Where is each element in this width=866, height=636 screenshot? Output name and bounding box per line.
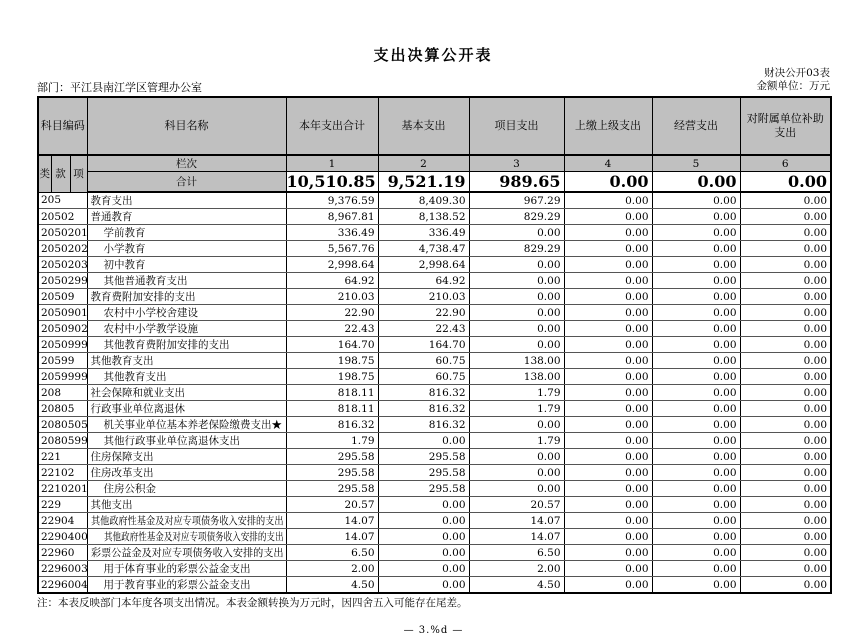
value-cell: 0.00: [652, 305, 740, 321]
value-cell: 0.00: [652, 577, 740, 594]
value-cell: 0.00: [652, 225, 740, 241]
value-cell: 0.00: [564, 465, 652, 481]
subject-code-cell: 2050901: [38, 305, 87, 321]
subject-code-cell: 20509: [38, 289, 87, 305]
value-cell: 816.32: [378, 417, 469, 433]
subject-name-cell: [87, 257, 286, 273]
subject-name-text: 其他教育费附加安排的支出: [103, 339, 230, 351]
table-row: [38, 497, 831, 513]
value-cell: 0.00: [740, 321, 831, 337]
value-cell: 818.11: [286, 385, 378, 401]
subject-code-cell: 2080599: [38, 433, 87, 449]
value-cell: 0.00: [652, 241, 740, 257]
value-cell: 0.00: [652, 257, 740, 273]
subject-code-cell: 2210201: [38, 481, 87, 497]
value-cell: 0.00: [740, 337, 831, 353]
value-cell: 0.00: [564, 209, 652, 225]
value-cell: 20.57: [469, 497, 564, 513]
header-row-titles: [38, 97, 831, 155]
value-cell: 0.00: [740, 385, 831, 401]
value-cell: 1.79: [469, 385, 564, 401]
subject-code-cell: 20502: [38, 209, 87, 225]
table-row: [38, 289, 831, 305]
value-cell: 295.58: [378, 481, 469, 497]
value-cell: 0.00: [652, 337, 740, 353]
value-cell: 20.57: [286, 497, 378, 513]
subject-name-text: 其他政府性基金及对应专项债务收入安排的支出: [103, 531, 284, 543]
subject-name-cell: [87, 321, 286, 337]
value-cell: 816.32: [378, 385, 469, 401]
column-number: 4: [564, 155, 652, 172]
table-row: [38, 481, 831, 497]
value-cell: 295.58: [286, 481, 378, 497]
value-cell: 0.00: [740, 561, 831, 577]
value-cell: 0.00: [469, 321, 564, 337]
table-row: [38, 192, 831, 209]
value-cell: 0.00: [652, 209, 740, 225]
department-label: 部门：平江县南江学区管理办公室: [37, 81, 202, 94]
value-cell: 2,998.64: [378, 257, 469, 273]
value-cell: 0.00: [740, 369, 831, 385]
value-cell: 0.00: [564, 353, 652, 369]
value-cell: 816.32: [286, 417, 378, 433]
value-cell: 164.70: [286, 337, 378, 353]
value-cell: 0.00: [378, 561, 469, 577]
subject-code-cell: 2050202: [38, 241, 87, 257]
subject-name-text: 教育费附加安排的支出: [90, 291, 196, 303]
value-cell: 0.00: [378, 497, 469, 513]
total-label: 合计: [87, 172, 286, 193]
subject-name-cell: [87, 385, 286, 401]
table-row: [38, 577, 831, 594]
value-cell: 0.00: [469, 257, 564, 273]
value-cell: 0.00: [652, 369, 740, 385]
value-cell: 0.00: [469, 337, 564, 353]
value-cell: 0.00: [740, 545, 831, 561]
value-cell: 0.00: [740, 497, 831, 513]
value-cell: 0.00: [740, 305, 831, 321]
column-number: 3: [469, 155, 564, 172]
value-cell: 0.00: [564, 561, 652, 577]
subject-code-cell: 2050902: [38, 321, 87, 337]
value-cell: 0.00: [469, 305, 564, 321]
value-cell: 4.50: [469, 577, 564, 594]
value-cell: 829.29: [469, 209, 564, 225]
value-cell: 0.00: [469, 289, 564, 305]
column-number: 6: [740, 155, 831, 172]
subject-name-text: 农村中小学校舍建设: [103, 307, 199, 319]
value-cell: 0.00: [564, 289, 652, 305]
subject-code-cell: 2296003: [38, 561, 87, 577]
header-lanci: 栏次: [87, 155, 286, 172]
value-cell: 0.00: [652, 561, 740, 577]
value-cell: 1.79: [469, 401, 564, 417]
value-cell: 64.92: [378, 273, 469, 289]
value-cell: 198.75: [286, 353, 378, 369]
value-cell: 0.00: [652, 192, 740, 209]
value-cell: 14.07: [469, 513, 564, 529]
value-cell: 22.43: [286, 321, 378, 337]
value-cell: 0.00: [469, 465, 564, 481]
subject-name-text: 住房保障支出: [90, 451, 154, 463]
value-cell: 0.00: [564, 497, 652, 513]
value-cell: 0.00: [652, 273, 740, 289]
value-cell: 60.75: [378, 353, 469, 369]
subject-code-cell: 2050201: [38, 225, 87, 241]
value-cell: 0.00: [378, 433, 469, 449]
total-value-cell: 9,521.19: [378, 172, 469, 193]
value-cell: 0.00: [652, 497, 740, 513]
subject-name-cell: [87, 401, 286, 417]
value-cell: 0.00: [740, 417, 831, 433]
subject-code-cell: 205: [38, 192, 87, 209]
value-cell: 0.00: [469, 417, 564, 433]
subject-name-cell: [87, 433, 286, 449]
table-row: [38, 225, 831, 241]
value-cell: 0.00: [564, 337, 652, 353]
value-cell: 0.00: [740, 481, 831, 497]
subject-code-cell: 22102: [38, 465, 87, 481]
value-cell: 0.00: [564, 481, 652, 497]
subject-name-cell: [87, 305, 286, 321]
subject-name-text: 社会保障和就业支出: [90, 387, 186, 399]
table-row: [38, 385, 831, 401]
value-cell: 0.00: [564, 369, 652, 385]
value-cell: 295.58: [378, 449, 469, 465]
value-cell: 138.00: [469, 353, 564, 369]
value-cell: 210.03: [286, 289, 378, 305]
subject-code-cell: 22960: [38, 545, 87, 561]
subject-name-text: 用于体育事业的彩票公益金支出: [103, 563, 251, 575]
value-cell: 14.07: [286, 529, 378, 545]
value-cell: 1.79: [286, 433, 378, 449]
value-cell: 0.00: [652, 481, 740, 497]
value-cell: 0.00: [378, 545, 469, 561]
value-cell: 164.70: [378, 337, 469, 353]
subject-name-text: 教育支出: [90, 195, 133, 207]
value-cell: 0.00: [564, 385, 652, 401]
value-cell: 22.90: [378, 305, 469, 321]
value-cell: 0.00: [378, 529, 469, 545]
subject-name-text: 机关事业单位基本养老保险缴费支出★: [103, 419, 283, 431]
value-cell: 22.43: [378, 321, 469, 337]
value-cell: 0.00: [652, 401, 740, 417]
value-cell: 22.90: [286, 305, 378, 321]
subject-name-cell: [87, 337, 286, 353]
page-title: 支出决算公开表: [373, 46, 493, 64]
table-row: [38, 241, 831, 257]
column-number: 1: [286, 155, 378, 172]
value-cell: 60.75: [378, 369, 469, 385]
subject-name-text: 学前教育: [103, 227, 146, 239]
subject-name-cell: [87, 192, 286, 209]
value-cell: 0.00: [740, 465, 831, 481]
value-cell: 0.00: [564, 513, 652, 529]
header-subject-code: 科目编码: [38, 97, 87, 155]
value-cell: 0.00: [740, 225, 831, 241]
subject-name-text: 行政事业单位离退休: [90, 403, 186, 415]
subject-name-cell: [87, 353, 286, 369]
subject-name-cell: [87, 273, 286, 289]
table-row: [38, 337, 831, 353]
doc-code-label: 财决公开03表: [764, 67, 830, 79]
value-cell: 0.00: [564, 417, 652, 433]
value-cell: 0.00: [652, 465, 740, 481]
subject-code-cell: 2050999: [38, 337, 87, 353]
subject-name-cell: [87, 465, 286, 481]
table-row: [38, 561, 831, 577]
table-row: [38, 545, 831, 561]
subject-name-text: 住房改革支出: [90, 467, 154, 479]
value-cell: 336.49: [286, 225, 378, 241]
subject-name-cell: [87, 545, 286, 561]
table-row: [38, 433, 831, 449]
subject-code-cell: 2080505: [38, 417, 87, 433]
value-cell: 0.00: [469, 481, 564, 497]
value-cell: 5,567.76: [286, 241, 378, 257]
value-cell: 0.00: [740, 577, 831, 594]
value-cell: 0.00: [740, 209, 831, 225]
total-value-cell: 0.00: [740, 172, 831, 193]
value-cell: 0.00: [564, 577, 652, 594]
subject-name-text: 住房公积金: [103, 483, 157, 495]
value-cell: 818.11: [286, 401, 378, 417]
value-cell: 0.00: [564, 241, 652, 257]
table-section: [37, 67, 830, 636]
value-cell: 295.58: [286, 449, 378, 465]
subject-name-text: 彩票公益金及对应专项债务收入安排的支出: [90, 547, 284, 559]
footnote: 注：本表反映部门本年度各项支出情况。本表金额转换为万元时，因四舍五入可能存在尾差。: [37, 597, 468, 609]
value-cell: 0.00: [652, 353, 740, 369]
value-cell: 9,376.59: [286, 192, 378, 209]
subject-name-cell: [87, 289, 286, 305]
header-subsidy-to-affiliates: 对附属单位补助支出: [740, 97, 831, 155]
value-cell: 816.32: [378, 401, 469, 417]
table-row: [38, 449, 831, 465]
header-basic-expenditure: 基本支出: [378, 97, 469, 155]
table-row: [38, 321, 831, 337]
value-cell: 0.00: [564, 305, 652, 321]
value-cell: 64.92: [286, 273, 378, 289]
subject-code-cell: 2290400: [38, 529, 87, 545]
subject-code-cell: 20805: [38, 401, 87, 417]
value-cell: 0.00: [740, 273, 831, 289]
subject-name-text: 其他教育支出: [90, 355, 154, 367]
value-cell: 295.58: [378, 465, 469, 481]
value-cell: 210.03: [378, 289, 469, 305]
total-value-cell: 0.00: [564, 172, 652, 193]
header-total-expenditure: 本年支出合计: [286, 97, 378, 155]
subject-name-text: 其他教育支出: [103, 371, 167, 383]
value-cell: 0.00: [740, 353, 831, 369]
value-cell: 0.00: [564, 529, 652, 545]
value-cell: 14.07: [469, 529, 564, 545]
subject-name-cell: [87, 577, 286, 594]
value-cell: 0.00: [469, 273, 564, 289]
value-cell: 0.00: [564, 273, 652, 289]
value-cell: 0.00: [652, 417, 740, 433]
value-cell: 0.00: [564, 545, 652, 561]
table-row: [38, 369, 831, 385]
value-cell: 2.00: [469, 561, 564, 577]
subject-code-cell: 2050203: [38, 257, 87, 273]
value-cell: 0.00: [564, 225, 652, 241]
value-cell: 0.00: [740, 241, 831, 257]
value-cell: 0.00: [469, 225, 564, 241]
total-value-cell: 0.00: [652, 172, 740, 193]
value-cell: 295.58: [286, 465, 378, 481]
value-cell: 0.00: [740, 192, 831, 209]
subject-code-cell: 221: [38, 449, 87, 465]
value-cell: 0.00: [564, 257, 652, 273]
header-row-column-numbers: [38, 155, 831, 172]
value-cell: 0.00: [740, 401, 831, 417]
value-cell: 4.50: [286, 577, 378, 594]
value-cell: 0.00: [740, 433, 831, 449]
header-upward-remittance: 上缴上级支出: [564, 97, 652, 155]
value-cell: 0.00: [740, 449, 831, 465]
value-cell: 198.75: [286, 369, 378, 385]
subject-code-cell: 20599: [38, 353, 87, 369]
value-cell: 829.29: [469, 241, 564, 257]
value-cell: 138.00: [469, 369, 564, 385]
header-subject-name: 科目名称: [87, 97, 286, 155]
value-cell: 0.00: [652, 433, 740, 449]
value-cell: 0.00: [652, 321, 740, 337]
subject-name-text: 农村中小学教学设施: [103, 323, 199, 335]
value-cell: 967.29: [469, 192, 564, 209]
value-cell: 0.00: [652, 529, 740, 545]
table-row: [38, 257, 831, 273]
grand-total-row: [38, 172, 831, 193]
subject-name-text: 其他普通教育支出: [103, 275, 188, 287]
subject-code-cell: 208: [38, 385, 87, 401]
table-row: [38, 353, 831, 369]
value-cell: 0.00: [652, 385, 740, 401]
value-cell: 2,998.64: [286, 257, 378, 273]
subject-name-text: 小学教育: [103, 243, 146, 255]
table-row: [38, 209, 831, 225]
subject-name-text: 普通教育: [90, 211, 133, 223]
value-cell: 0.00: [378, 513, 469, 529]
value-cell: 0.00: [564, 449, 652, 465]
value-cell: 8,409.30: [378, 192, 469, 209]
table-row: [38, 401, 831, 417]
subject-name-cell: [87, 513, 286, 529]
column-number: 5: [652, 155, 740, 172]
subject-code-cell: 2059999: [38, 369, 87, 385]
table-row: [38, 273, 831, 289]
page-number: — 3.%d —: [403, 625, 464, 636]
value-cell: 0.00: [740, 529, 831, 545]
value-cell: 0.00: [652, 545, 740, 561]
subject-name-text: 其他政府性基金及对应专项债务收入安排的支出: [90, 515, 284, 527]
value-cell: 0.00: [740, 289, 831, 305]
subject-name-text: 初中教育: [103, 259, 146, 271]
value-cell: 0.00: [378, 577, 469, 594]
value-cell: 6.50: [469, 545, 564, 561]
header-code-section: 款: [51, 155, 70, 192]
total-value-cell: 989.65: [469, 172, 564, 193]
value-cell: 0.00: [564, 433, 652, 449]
table-row: [38, 529, 831, 545]
unit-label: 金额单位：万元: [756, 80, 830, 92]
expenditure-table: [37, 96, 832, 594]
value-cell: 8,967.81: [286, 209, 378, 225]
value-cell: 0.00: [564, 192, 652, 209]
value-cell: 0.00: [564, 321, 652, 337]
subject-name-text: 其他支出: [90, 499, 133, 511]
table-row: [38, 465, 831, 481]
table-row: [38, 513, 831, 529]
subject-name-cell: [87, 417, 286, 433]
header-code-class: 类: [38, 155, 51, 192]
value-cell: 8,138.52: [378, 209, 469, 225]
value-cell: 0.00: [652, 449, 740, 465]
total-value-cell: 10,510.85: [286, 172, 378, 193]
subject-name-cell: [87, 561, 286, 577]
subject-name-cell: [87, 241, 286, 257]
subject-name-cell: [87, 529, 286, 545]
subject-code-cell: 229: [38, 497, 87, 513]
value-cell: 0.00: [564, 401, 652, 417]
subject-name-cell: [87, 449, 286, 465]
value-cell: 0.00: [469, 449, 564, 465]
value-cell: 2.00: [286, 561, 378, 577]
subject-name-cell: [87, 209, 286, 225]
value-cell: 336.49: [378, 225, 469, 241]
value-cell: 0.00: [740, 513, 831, 529]
column-number: 2: [378, 155, 469, 172]
subject-code-cell: 2050299: [38, 273, 87, 289]
value-cell: 6.50: [286, 545, 378, 561]
header-operating-expenditure: 经营支出: [652, 97, 740, 155]
subject-code-cell: 2296004: [38, 577, 87, 594]
subject-name-text: 用于教育事业的彩票公益金支出: [103, 579, 251, 591]
header-code-item: 项: [70, 155, 87, 192]
subject-name-cell: [87, 369, 286, 385]
table-row: [38, 305, 831, 321]
value-cell: 4,738.47: [378, 241, 469, 257]
subject-name-text: 其他行政事业单位离退休支出: [103, 435, 241, 447]
subject-name-cell: [87, 497, 286, 513]
subject-name-cell: [87, 225, 286, 241]
table-row: [38, 417, 831, 433]
subject-name-cell: [87, 481, 286, 497]
value-cell: 1.79: [469, 433, 564, 449]
value-cell: 0.00: [740, 257, 831, 273]
value-cell: 0.00: [652, 513, 740, 529]
value-cell: 0.00: [652, 289, 740, 305]
header-project-expenditure: 项目支出: [469, 97, 564, 155]
subject-code-cell: 22904: [38, 513, 87, 529]
value-cell: 14.07: [286, 513, 378, 529]
